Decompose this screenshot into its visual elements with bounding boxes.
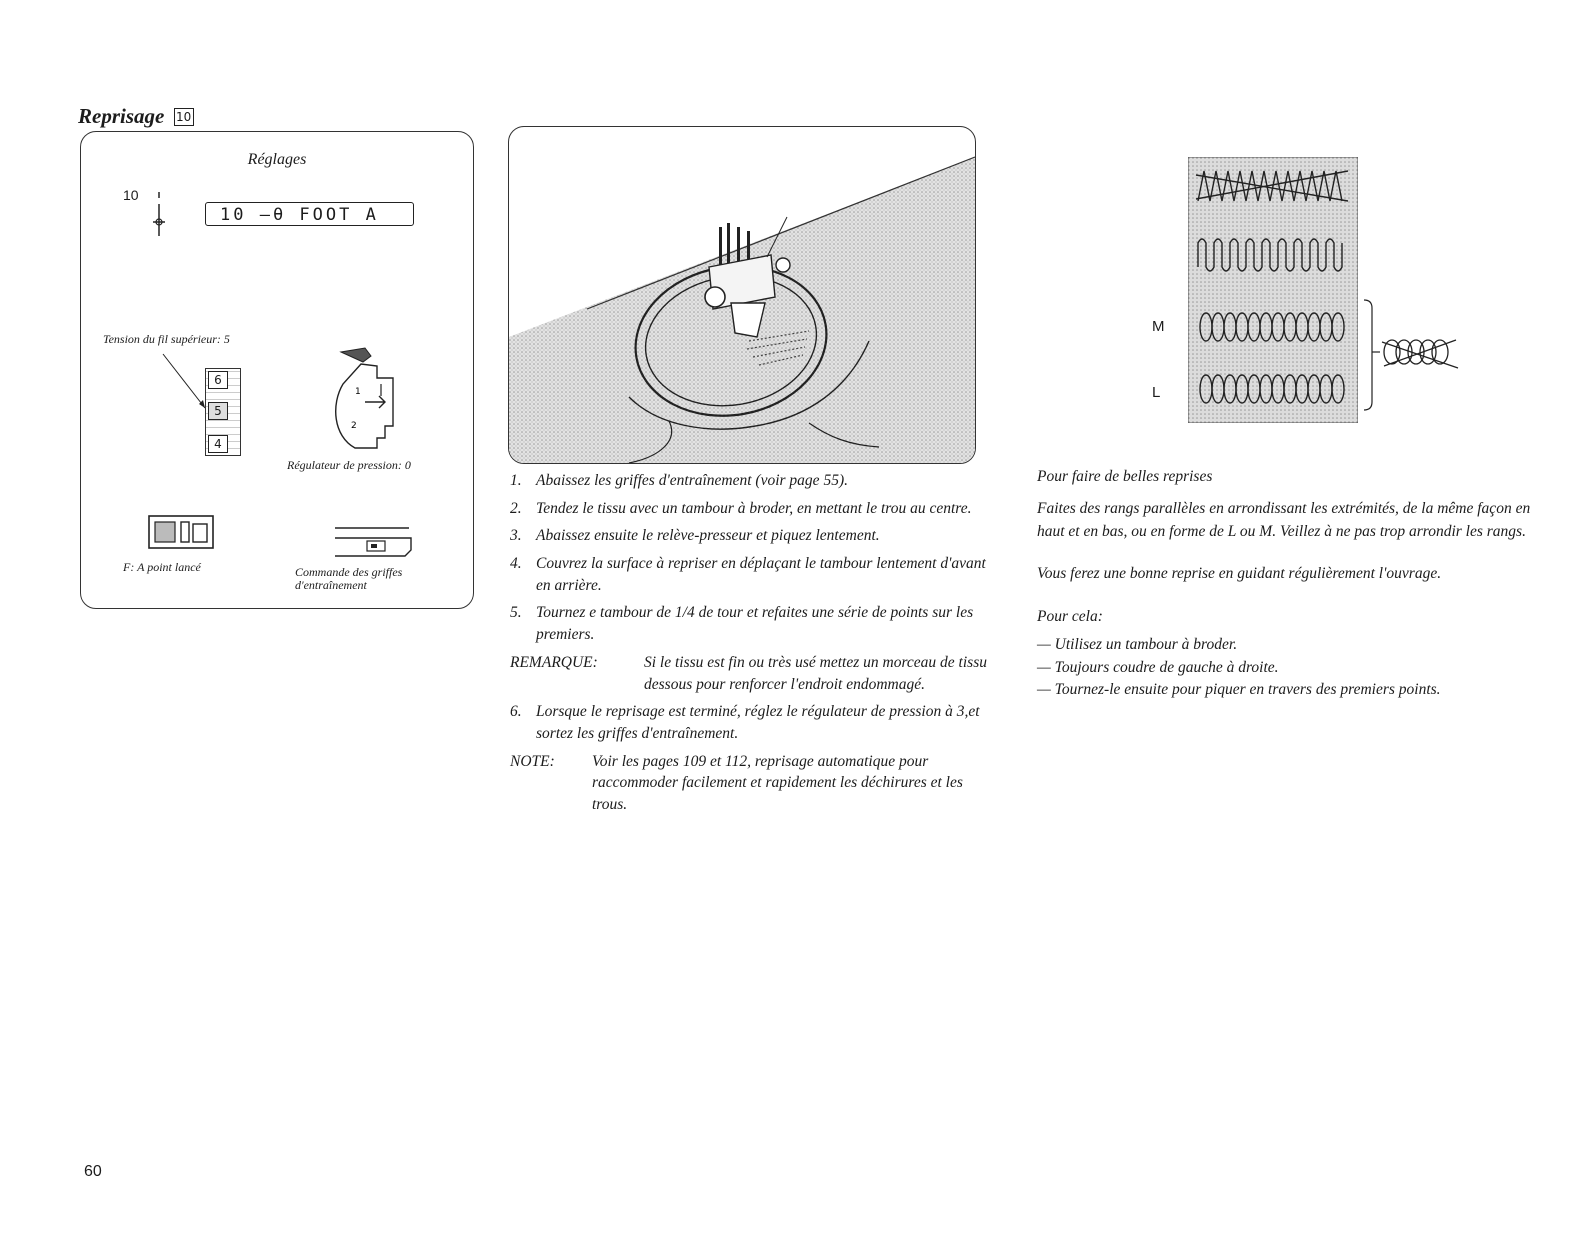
note bbox=[510, 751, 990, 816]
step-number: 5. bbox=[510, 604, 522, 622]
settings-heading: Réglages bbox=[247, 151, 307, 168]
page-number: 60 bbox=[84, 1163, 102, 1180]
step-6 bbox=[510, 701, 990, 744]
list-item: — Tournez-le ensuite pour piquer en travers des premiers points. bbox=[1037, 681, 1441, 699]
pressure-dial-2: 2 bbox=[351, 421, 357, 431]
step-text: Abaissez ensuite le relève-presseur et piquez lentement. bbox=[536, 527, 880, 545]
pressure-dial-1: 1 bbox=[355, 387, 361, 397]
feed-dog-label bbox=[295, 566, 402, 591]
feed-dog-control-icon bbox=[333, 524, 413, 560]
tension-dial-icon bbox=[205, 368, 241, 456]
pressure-regulator-icon bbox=[321, 344, 421, 456]
tips-column bbox=[1037, 466, 1557, 702]
tension-label: Tension du fil supérieur: 5 bbox=[103, 332, 230, 346]
section-title-text: Reprisage bbox=[78, 104, 165, 128]
step-number: 3. bbox=[510, 527, 522, 545]
tips-paragraph-2: Vous ferez une bonne reprise en guidant régulièrement l'ouvrage. bbox=[1037, 565, 1442, 583]
remark-text: Si le tissu est fin ou très usé mettez un morceau de tissu dessous pour renforcer l'endroit endommagé. bbox=[644, 653, 987, 693]
tension-dial-6: 6 bbox=[208, 371, 228, 389]
list-item: — Toujours coudre de gauche à droite. bbox=[1037, 658, 1279, 676]
remark-label: REMARQUE: bbox=[510, 653, 598, 671]
note-label: NOTE: bbox=[510, 752, 555, 770]
step-text: Lorsque le reprisage est terminé, réglez le régulateur de pression à 3,et sortez les griffes d'entraînement. bbox=[536, 703, 980, 742]
remark bbox=[510, 652, 990, 695]
stitch-label-l: L bbox=[1152, 384, 1161, 401]
tips-paragraph-1: Faites des rangs parallèles en arrondissant les extrémités, de la même façon en haut et en bas, ou en forme de L ou M. Veillez à ne pas trop arrondir les rangs. bbox=[1037, 500, 1531, 540]
darning-stitch-diagram bbox=[1188, 157, 1358, 423]
tips-heading: Pour faire de belles reprises bbox=[1037, 468, 1213, 485]
tension-dial-4: 4 bbox=[208, 435, 228, 453]
tension-dial-5: 5 bbox=[208, 402, 228, 420]
step-4 bbox=[510, 553, 990, 596]
pressure-label: Régulateur de pression: 0 bbox=[287, 458, 411, 472]
presser-foot-icon bbox=[147, 512, 217, 552]
step-number: 4. bbox=[510, 555, 522, 573]
step-text: Couvrez la surface à repriser en déplaçant le tambour lentement d'avant en arrière. bbox=[536, 555, 986, 594]
hoop-illustration-graphic bbox=[509, 127, 975, 463]
stitch-label-m: M bbox=[1152, 318, 1165, 335]
step-3 bbox=[510, 525, 990, 547]
section-title bbox=[78, 104, 194, 129]
tips-list-heading: Pour cela: bbox=[1037, 607, 1103, 625]
step-2 bbox=[510, 498, 990, 520]
tips-list bbox=[1037, 634, 1557, 701]
feed-dog-label-2: d'entraînement bbox=[295, 577, 367, 592]
darning-illustration bbox=[508, 126, 976, 464]
step-1 bbox=[510, 470, 990, 492]
step-number: 2. bbox=[510, 499, 522, 517]
pattern-number-label: 10 bbox=[123, 187, 139, 203]
list-item: — Utilisez un tambour à broder. bbox=[1037, 636, 1238, 654]
settings-panel bbox=[80, 131, 474, 609]
instruction-steps bbox=[510, 470, 990, 822]
crossed-out-loop-example bbox=[1362, 298, 1462, 414]
note-text: Voir les pages 109 et 112, reprisage automatique pour raccommoder facilement et rapidement les déchirures et les trous. bbox=[592, 752, 963, 813]
step-5 bbox=[510, 602, 990, 645]
foot-label: F: A point lancé bbox=[123, 560, 201, 574]
step-text: Tournez e tambour de 1/4 de tour et refaites une série de points sur les premiers. bbox=[536, 604, 974, 644]
feed-dog-label-1: Commande des griffes bbox=[295, 565, 403, 579]
pattern-number-box: 10 bbox=[174, 108, 194, 126]
step-number: 1. bbox=[510, 472, 522, 489]
lcd-display: 10 —θ FOOT A bbox=[205, 202, 414, 226]
step-text: Tendez le tissu avec un tambour à broder, en mettant le trou au centre. bbox=[536, 499, 972, 517]
step-number: 6. bbox=[510, 703, 522, 721]
needle-position-icon bbox=[151, 190, 167, 238]
step-text: Abaissez les griffes d'entraînement (voir page 55). bbox=[536, 472, 848, 489]
